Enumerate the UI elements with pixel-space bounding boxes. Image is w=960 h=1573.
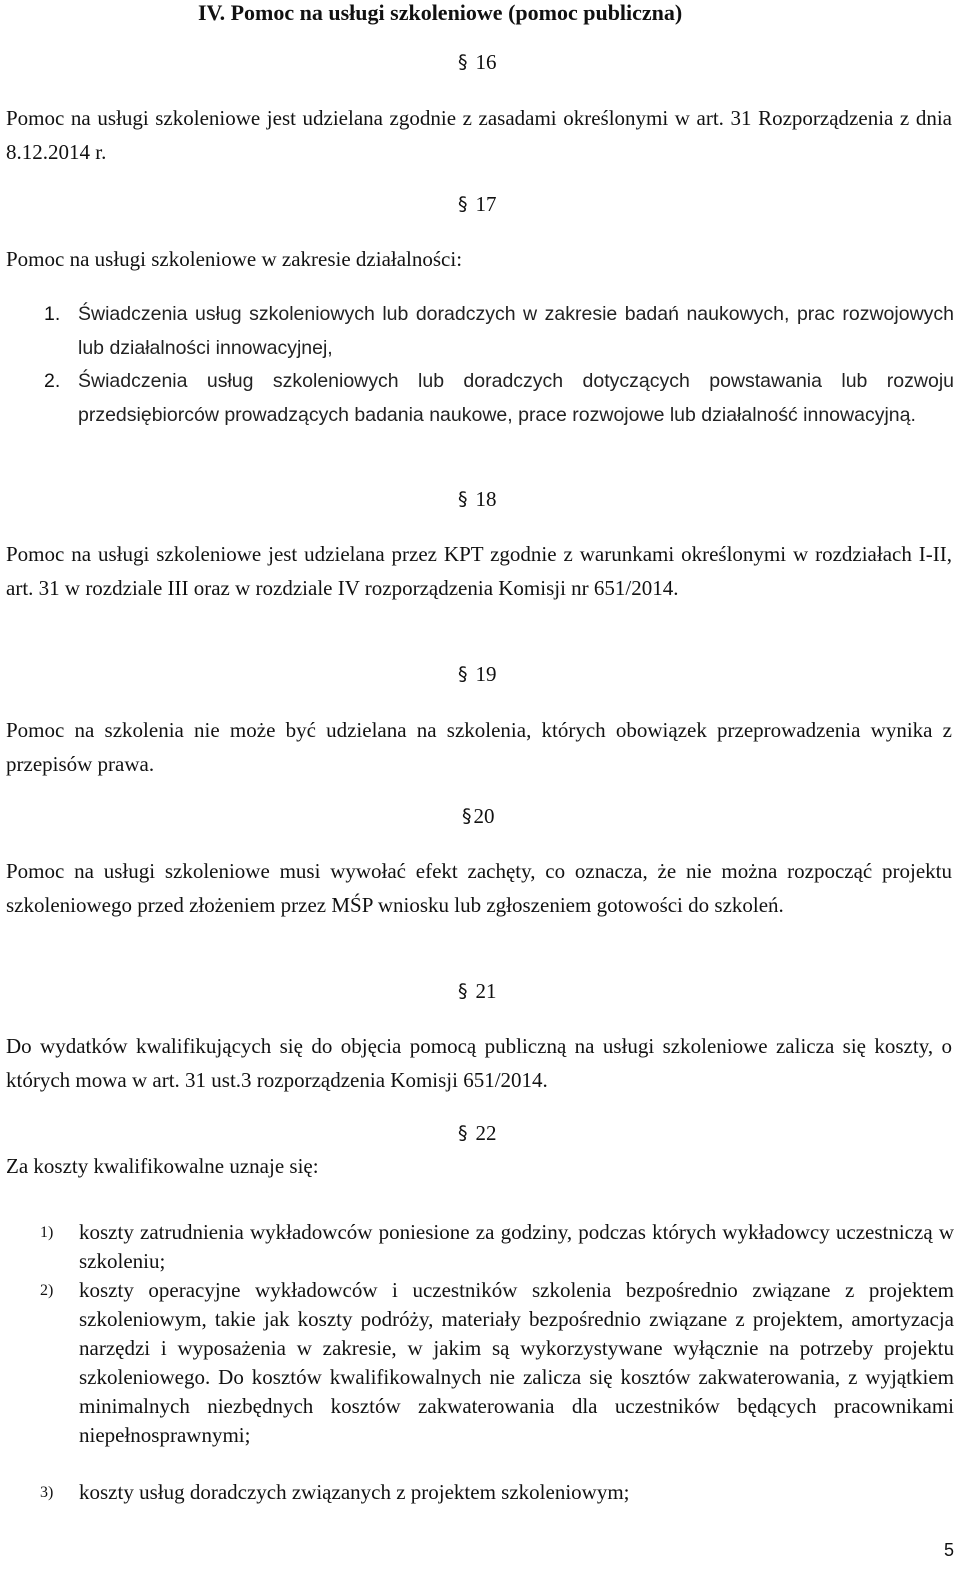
- paragraph-22-text: Za koszty kwalifikowalne uznaje się:: [6, 1154, 319, 1178]
- paragraph-number: 16: [475, 50, 497, 74]
- paragraph-heading-16: [458, 49, 497, 75]
- paragraph-19-text: Pomoc na szkolenia nie może być udzielana na szkolenia, których obowiązek przeprowadzenia wynika z przepisów prawa.: [6, 718, 952, 776]
- paragraph-17-text: Pomoc na usługi szkoleniowe w zakresie działalności:: [6, 247, 463, 271]
- section-sign: §: [458, 663, 468, 685]
- paragraph-number: 21: [475, 979, 497, 1003]
- list-marker: 2.: [44, 370, 61, 392]
- section-heading: IV. Pomoc na usługi szkoleniowe (pomoc publiczna): [198, 0, 683, 25]
- section-sign: §: [458, 980, 468, 1002]
- list-marker: 3): [40, 1484, 54, 1501]
- list-marker: 2): [40, 1282, 54, 1299]
- paragraph-number: 18: [475, 487, 497, 511]
- list-marker: 1): [40, 1224, 54, 1241]
- paragraph-number: 17: [475, 192, 497, 216]
- paragraph-16-text: Pomoc na usługi szkoleniowe jest udzielana zgodnie z zasadami określonymi w art. 31 Rozporządzenia z dnia 8.12.2014 r.: [6, 106, 952, 164]
- section-sign: §: [458, 193, 468, 215]
- list-marker: 1.: [44, 303, 61, 325]
- paragraph-number: 20: [473, 804, 495, 828]
- list-item-22-1: koszty zatrudnienia wykładowców poniesione za godziny, podczas których wykładowcy uczestniczą w szkoleniu;: [79, 1220, 954, 1273]
- paragraph-20-text: Pomoc na usługi szkoleniowe musi wywołać efekt zachęty, co oznacza, że nie można rozpocząć projektu szkoleniowego przed złożeniem przez MŚP wniosku lub zgłoszeniem gotowości do szkoleń.: [6, 859, 952, 917]
- page-number: 5: [943, 1540, 954, 1560]
- list-item-22-2: koszty operacyjne wykładowców i uczestników szkolenia bezpośrednio związane z projektem szkoleniowym, takie jak koszty podróży, materiały bezpośrednio związane z projektem, amortyzacja narzędzi i wyposażenia w zakresie, w jakim są wykorzystywane wyłącznie na potrzeby projektu szkoleniowego. Do kosztów kwalifikowalnych nie zalicza się kosztów zakwaterowania, z wyjątkiem minimalnych niezbędnych kosztów zakwaterowania dla uczestników będących pracownikami niepełnosprawnymi;: [79, 1278, 954, 1447]
- section-sign: §: [458, 488, 468, 510]
- paragraph-number: 22: [475, 1121, 497, 1145]
- list-item-22-3: koszty usług doradczych związanych z projektem szkoleniowym;: [79, 1480, 630, 1504]
- paragraph-heading-21: [458, 978, 497, 1004]
- section-sign: §: [458, 1122, 468, 1144]
- list-item-17-2: Świadczenia usług szkoleniowych lub doradczych dotyczących powstawania lub rozwoju przedsiębiorców prowadzących badania naukowe, prace rozwojowe lub działalność innowacyjną.: [78, 370, 954, 426]
- section-sign: §: [458, 51, 468, 73]
- paragraph-heading-17: [458, 191, 497, 217]
- paragraph-heading-18: [458, 486, 497, 512]
- paragraph-heading-19: [458, 661, 497, 687]
- paragraph-number: 19: [475, 662, 497, 686]
- paragraph-21-text: Do wydatków kwalifikujących się do objęcia pomocą publiczną na usługi szkoleniowe zalicza się koszty, o których mowa w art. 31 ust.3 rozporządzenia Komisji 651/2014.: [6, 1034, 952, 1092]
- paragraph-18-text: Pomoc na usługi szkoleniowe jest udzielana przez KPT zgodnie z warunkami określonymi w rozdziałach I-II, art. 31 w rozdziale III oraz w rozdziale IV rozporządzenia Komisji nr 651/2014.: [6, 542, 952, 600]
- paragraph-heading-20: [462, 803, 495, 829]
- section-sign: §: [462, 805, 472, 827]
- list-item-17-1: Świadczenia usług szkoleniowych lub doradczych w zakresie badań naukowych, prac rozwojowych lub działalności innowacyjnej,: [78, 303, 954, 359]
- paragraph-heading-22: [458, 1120, 497, 1146]
